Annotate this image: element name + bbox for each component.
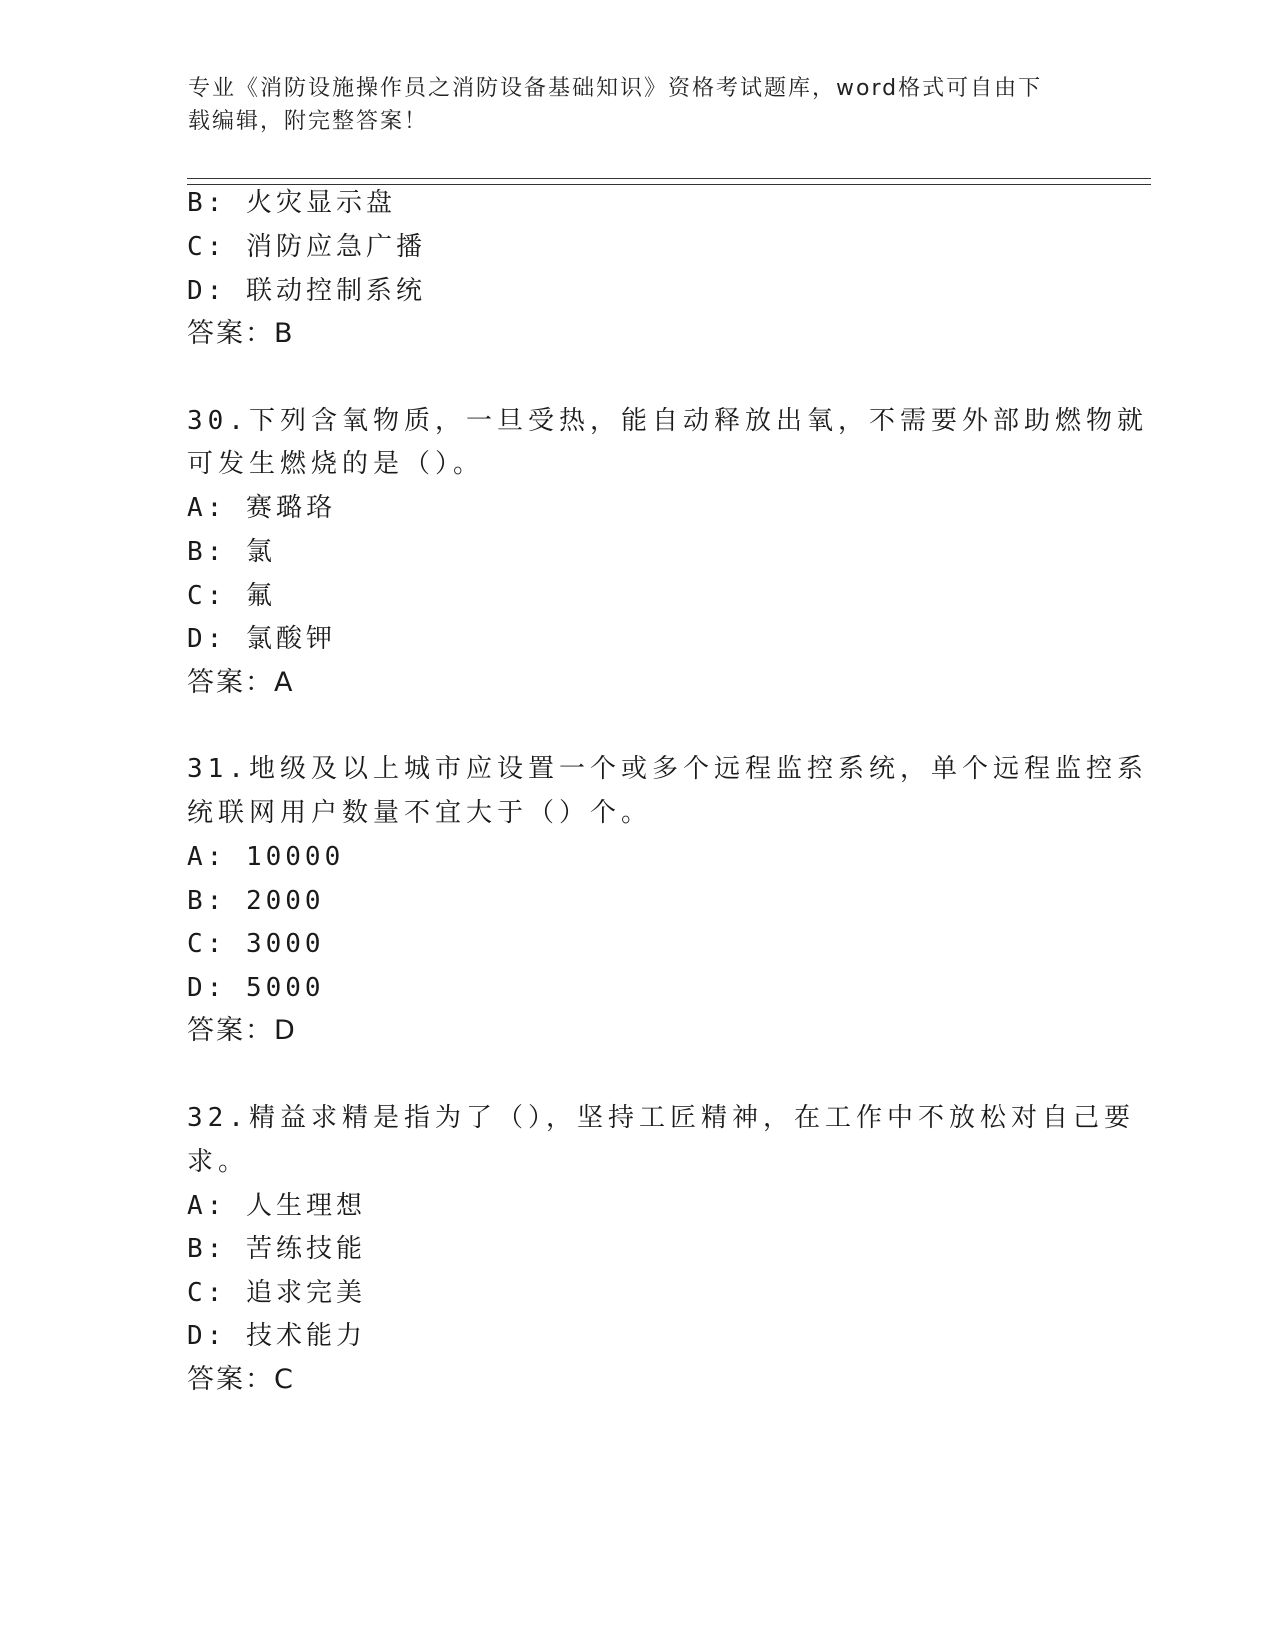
- question-stem-line: 求。: [187, 1147, 250, 1177]
- option-d: D: 氯酸钾: [187, 624, 336, 654]
- question-stem-line: 30.下列含氧物质，一旦受热，能自动释放出氧，不需要外部助燃物就: [187, 406, 1148, 436]
- header-divider: [187, 178, 1151, 185]
- option-c: C: 氟: [187, 581, 276, 611]
- document-header: [188, 72, 1068, 138]
- option-d: D: 技术能力: [187, 1321, 366, 1351]
- option-c: C: 消防应急广播: [187, 232, 426, 262]
- answer-line: 答案：C: [187, 1364, 295, 1395]
- option-b: B: 氯: [187, 537, 276, 567]
- option-b: B: 2000: [187, 886, 325, 916]
- option-b: B: 苦练技能: [187, 1234, 366, 1264]
- option-d: D: 5000: [187, 973, 325, 1003]
- option-d: D: 联动控制系统: [187, 276, 426, 306]
- question-stem-line: 31.地级及以上城市应设置一个或多个远程监控系统，单个远程监控系: [187, 754, 1148, 784]
- option-a: A: 10000: [187, 842, 345, 872]
- question-stem-line: 可发生燃烧的是（）。: [187, 449, 485, 479]
- option-a: A: 人生理想: [187, 1191, 366, 1221]
- question-stem-line: 统联网用户数量不宜大于（）个。: [187, 798, 653, 828]
- answer-line: 答案：A: [187, 667, 295, 698]
- option-c: C: 追求完美: [187, 1278, 366, 1308]
- answer-line: 答案：B: [187, 318, 295, 349]
- option-b: B: 火灾显示盘: [187, 188, 396, 218]
- question-stem-line: 32.精益求精是指为了（），坚持工匠精神，在工作中不放松对自己要: [187, 1103, 1135, 1133]
- option-c: C: 3000: [187, 929, 325, 959]
- option-a: A: 赛璐珞: [187, 493, 336, 523]
- header-line-2: 载编辑，附完整答案！: [188, 109, 429, 134]
- header-line-1: 专业《消防设施操作员之消防设备基础知识》资格考试题库，word格式可自由下: [188, 76, 1043, 101]
- answer-line: 答案：D: [187, 1015, 297, 1046]
